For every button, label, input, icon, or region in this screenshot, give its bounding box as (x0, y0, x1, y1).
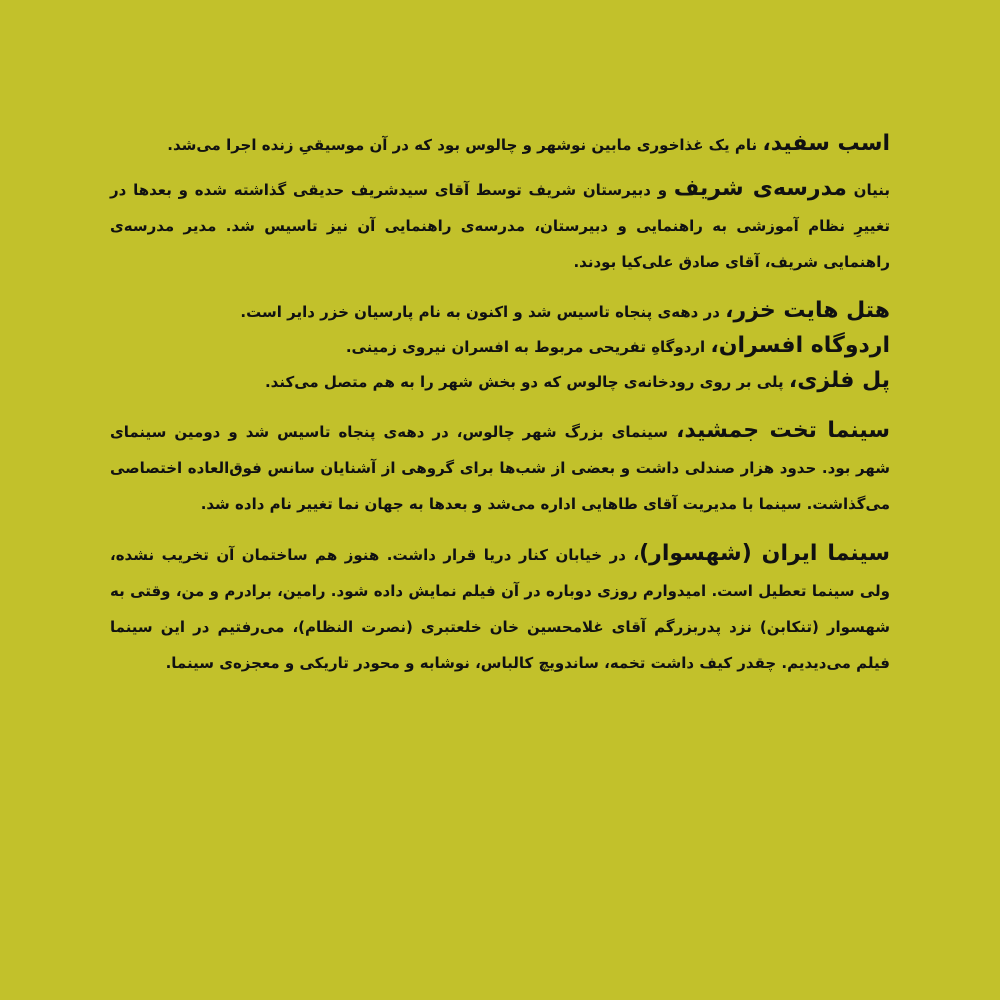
entry-text: اردوگاهِ تفریحی مربوط به افسران نیروی زمینی. (345, 338, 711, 356)
entry-pol-felezi (110, 364, 890, 399)
entry-text: پلی بر روی رودخانه‌ی چالوس که دو بخش شهر را به هم متصل می‌کند. (264, 373, 789, 391)
entry-term: اردوگاه افسران، (710, 333, 890, 358)
entry-text: در دهه‌ی پنجاه تاسیس شد و اکنون به نام پارسیان خزر دایر است. (240, 303, 726, 321)
entry-text: ، در خیابان کنار دریا قرار داشت. هنوز هم ساختمان آن تخریب نشده، ولی سینما تعطیل است. امیدوارم روزی دوباره در آن فیلم نمایش داده شود. رامین، برادرم و من، وقتی به شهسوار (تنکابن) نزد پدربزرگم آقای غلامحسین خان خلعتبری (نصرت النظام)، می‌رفتیم در این سینما فیلم می‌دیدیم. چقدر کیف داشت تخمه، ساندویچ کالباس، نوشابه و محودر تاریکی و معجزه‌ی سینما. (110, 546, 890, 672)
entry-cinema-takht-jamshid (110, 413, 890, 522)
entry-term: هتل هایت خزر، (725, 298, 890, 323)
entry-cinema-iran (110, 536, 890, 681)
entry-text: نام یک غذاخوری مابین نوشهر و چالوس بود که در آن موسیقیِ زنده اجرا می‌شد. (167, 136, 763, 154)
entry-text: و دبیرستان شریف توسط آقای سیدشریف حدیقی گذاشته شده و بعدها در تغییرِ نظام آموزشی به راهنمایی و دبیرستان، مدرسه‌ی راهنمایی آن نیز تاسیس شد. مدیر مدرسه‌ی راهنمایی شریف، آقای صادق علی‌کیا بودند. (110, 181, 890, 271)
entry-lead: بنیان (846, 181, 890, 199)
entry-term: مدرسه‌ی شریف (673, 176, 847, 201)
entry-term: پل فلزی، (788, 368, 890, 393)
entry-term: اسب سفید، (762, 131, 890, 156)
entry-term: سینما ایران (شهسوار) (639, 541, 890, 566)
entry-hotel-hyatt (110, 294, 890, 329)
entry-ordugah-afsaran (110, 329, 890, 364)
entry-madrese-sharif (110, 171, 890, 280)
entry-asb-sefid (110, 126, 890, 163)
glossary-text (110, 126, 890, 681)
entry-term: سینما تخت جمشید، (676, 418, 890, 443)
entry-text: سینمای بزرگ شهر چالوس، در دهه‌ی پنجاه تاسیس شد و دومین سینمای شهر بود. حدود هزار صندلی داشت و بعضی از شب‌ها برای گروهی از آشنایان سانس فوق‌العاده اختصاصی می‌گذاشت. سینما با مدیریت آقای طاهایی اداره می‌شد و بعدها به جهان نما تغییر نام داده شد. (110, 423, 890, 513)
